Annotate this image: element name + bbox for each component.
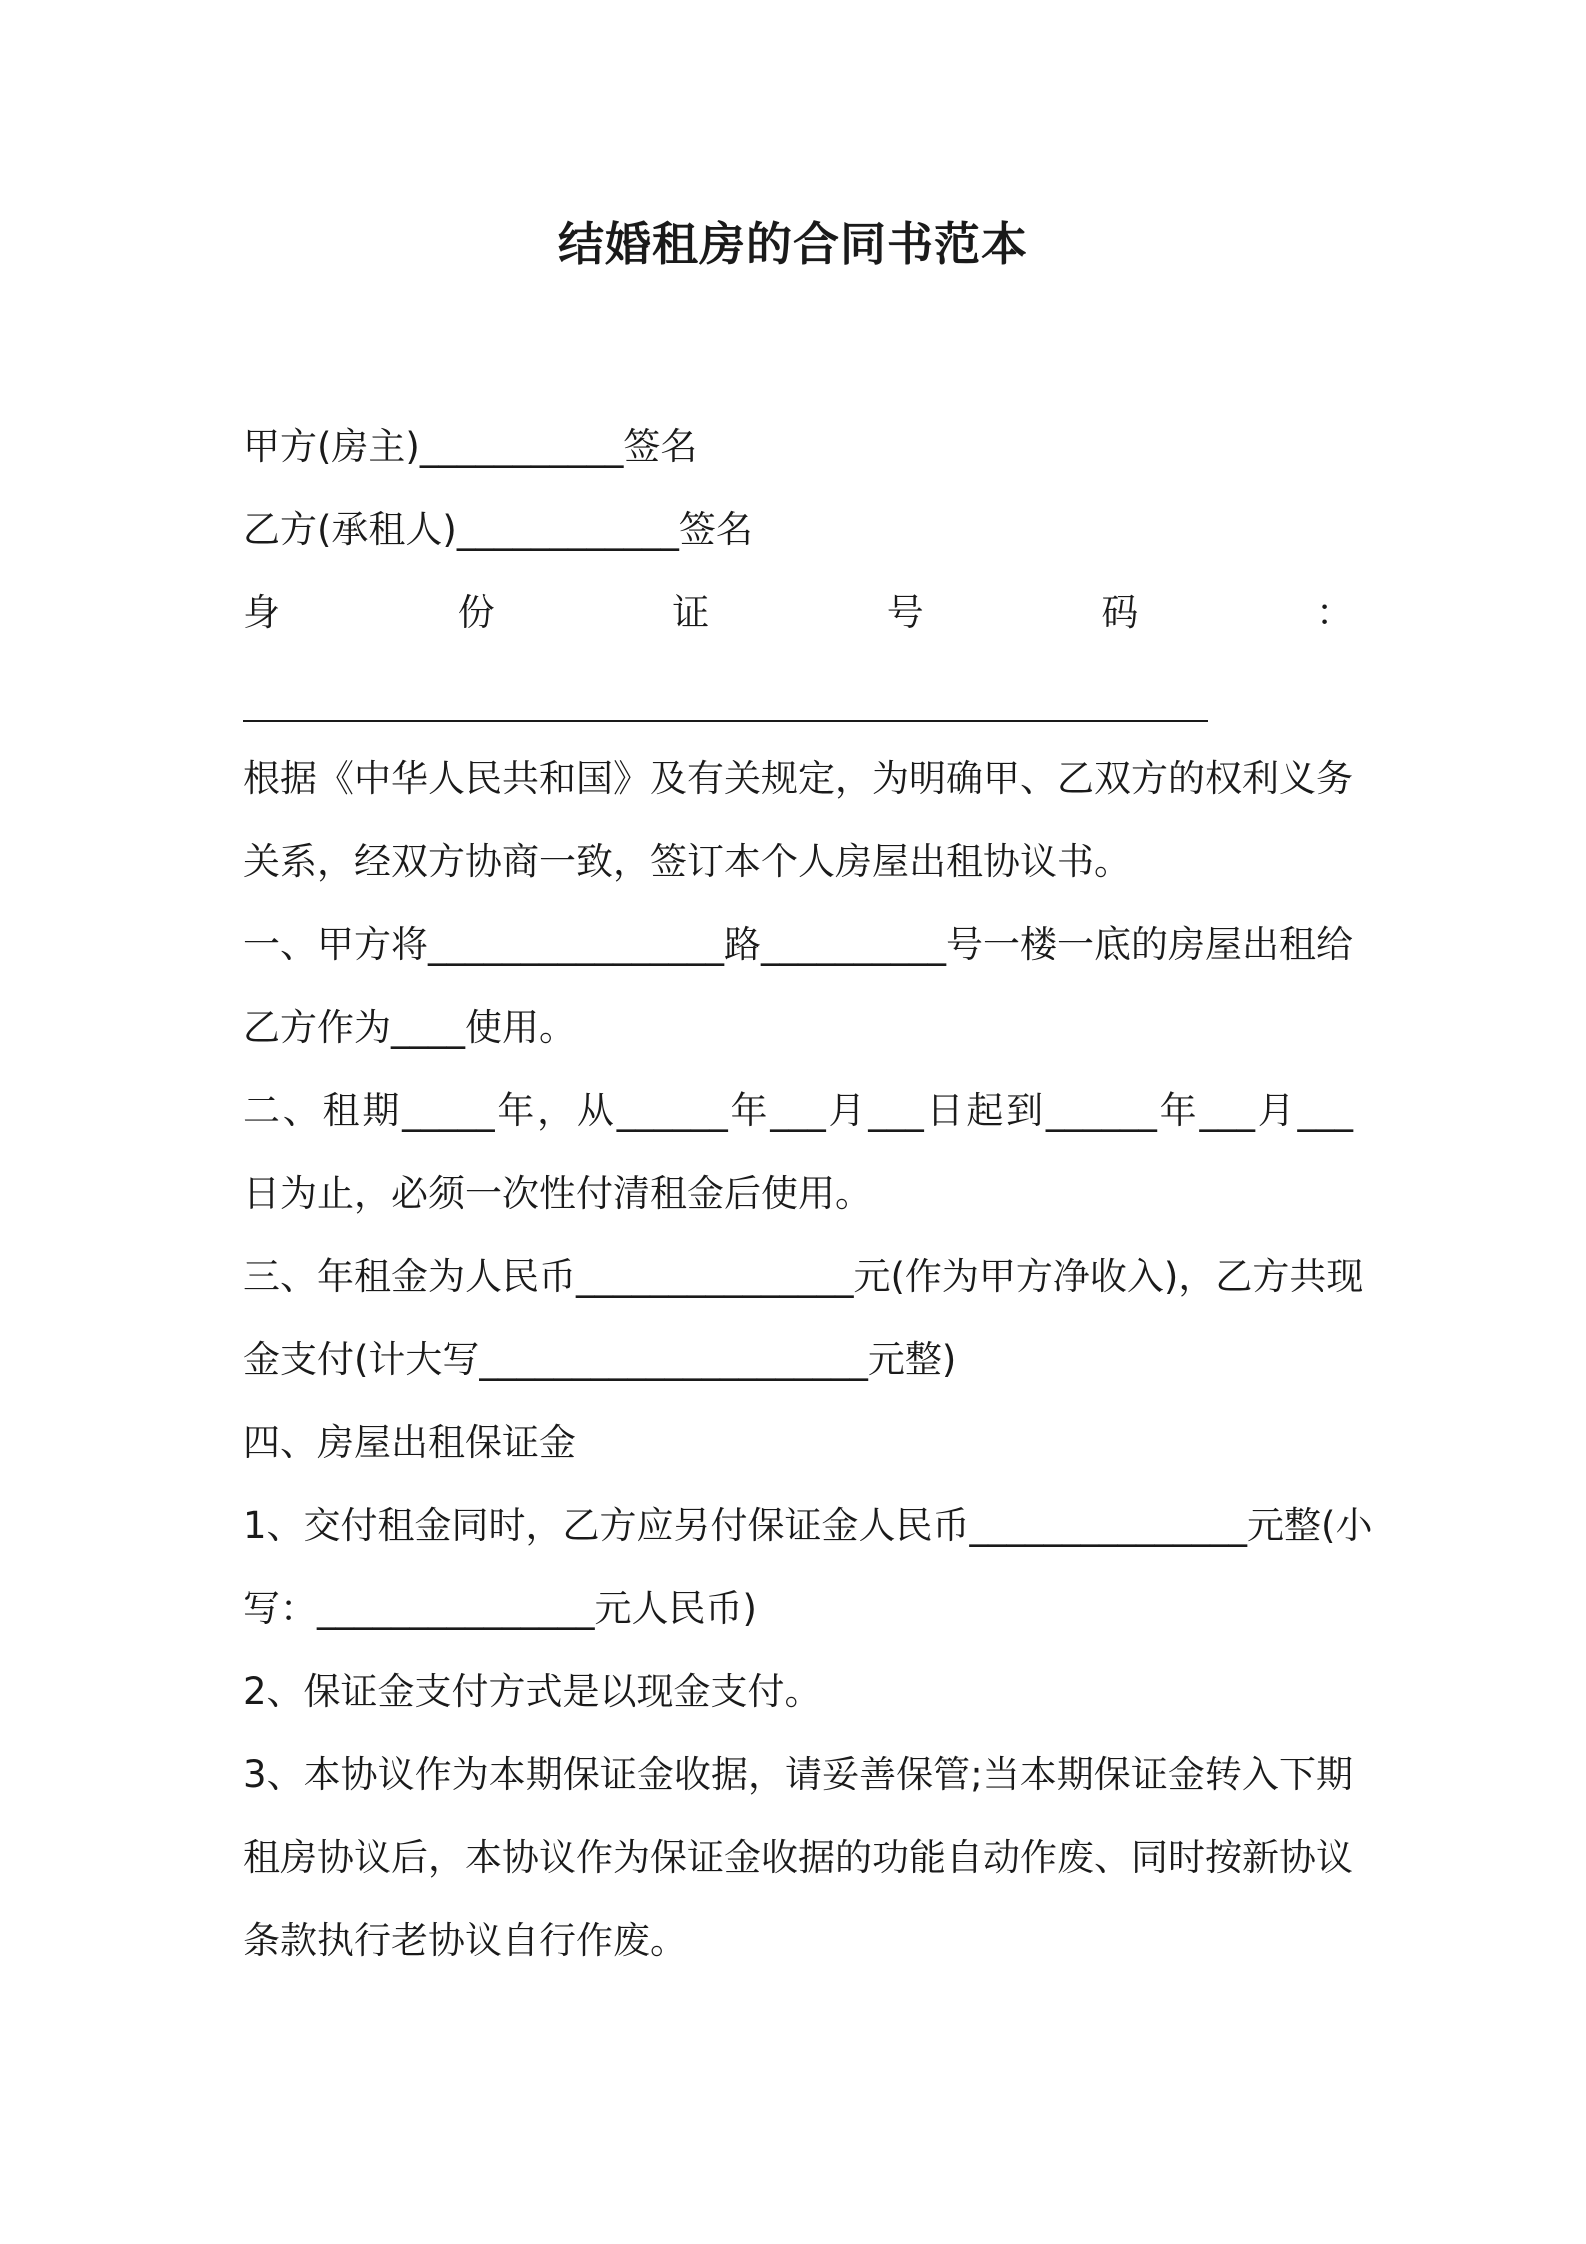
clause-3-line: 三、年租金为人民币_______________元(作为甲方净收入)，乙方共现 <box>243 1255 1364 1298</box>
clause-1-line: 一、甲方将________________路__________号一楼一底的房屋出租给 <box>243 923 1353 966</box>
deposit-item-2: 2、保证金支付方式是以现金支付。 <box>243 1670 822 1713</box>
id-label-char: 份 <box>457 591 495 634</box>
document-title: 结婚租房的合同书范本 <box>558 217 1028 271</box>
id-label-char: 号 <box>886 591 924 634</box>
party-a-line: 甲方(房主)___________签名 <box>243 425 698 468</box>
id-label-char: ： <box>1315 591 1353 634</box>
id-label-char: 码 <box>1101 591 1139 634</box>
party-b-line: 乙方(承租人)____________签名 <box>243 508 753 551</box>
id-number-underline <box>243 720 1208 722</box>
clause-1-line: 乙方作为____使用。 <box>243 1006 576 1049</box>
id-label-char: 证 <box>672 591 710 634</box>
document-body <box>243 405 1373 1982</box>
intro-line: 关系，经双方协商一致，签订本个人房屋出租协议书。 <box>243 840 1131 883</box>
clause-4-heading: 四、房屋出租保证金 <box>243 1421 576 1464</box>
deposit-item-1-line: 1、交付租金同时，乙方应另付保证金人民币_______________元整(小 <box>243 1504 1373 1547</box>
clause-3-line: 金支付(计大写_____________________元整) <box>243 1338 957 1381</box>
id-number-blank <box>243 654 1353 737</box>
deposit-item-3-line: 3、本协议作为本期保证金收据，请妥善保管;当本期保证金转入下期 <box>243 1753 1353 1796</box>
id-number-label <box>243 571 1353 654</box>
clause-2-line: 二、租期_____年，从______年___月___日起到______年___月___ <box>243 1089 1353 1132</box>
intro-line: 根据《中华人民共和国》及有关规定，为明确甲、乙双方的权利义务 <box>243 757 1353 800</box>
deposit-item-3-line: 条款执行老协议自行作废。 <box>243 1919 687 1962</box>
deposit-item-3-line: 租房协议后，本协议作为保证金收据的功能自动作废、同时按新协议 <box>243 1836 1353 1879</box>
clause-2-line: 日为止，必须一次性付清租金后使用。 <box>243 1172 872 1215</box>
deposit-item-1-line: 写：_______________元人民币) <box>243 1587 757 1630</box>
id-label-char: 身 <box>243 591 280 634</box>
